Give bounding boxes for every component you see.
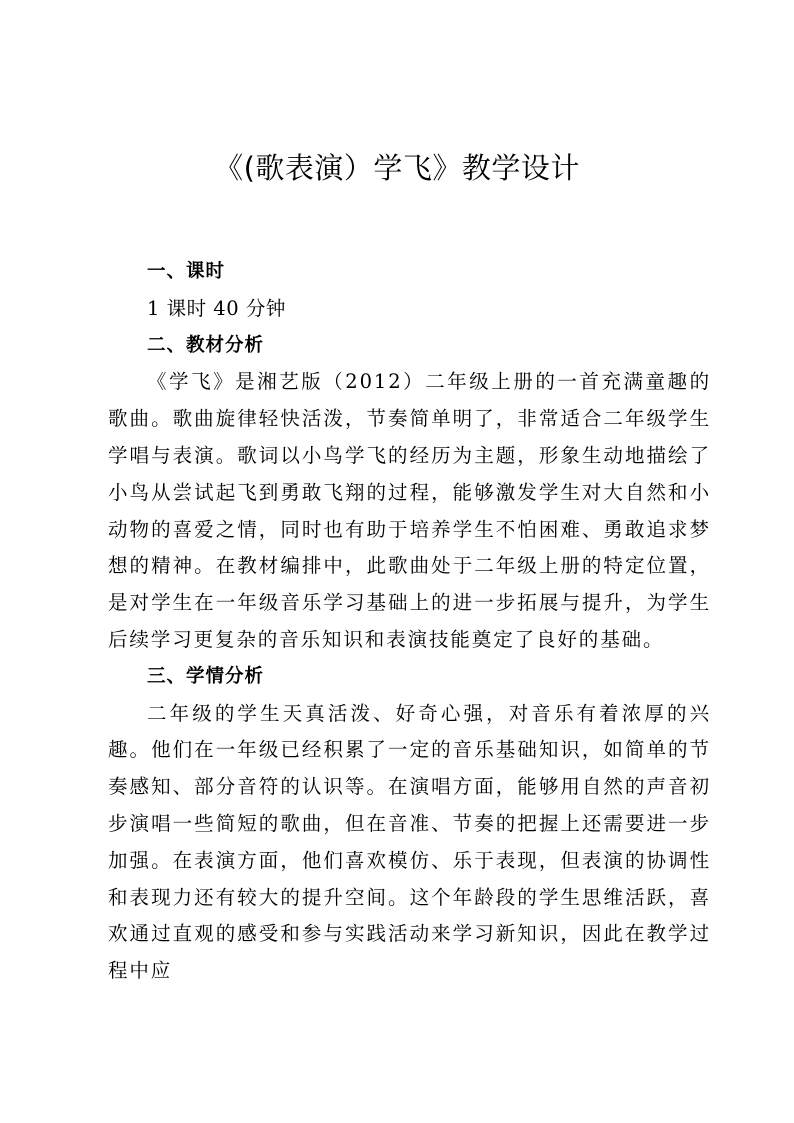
student-analysis-paragraph: 二年级的学生天真活泼、好奇心强，对音乐有着浓厚的兴趣。他们在一年级已经积累了一定的音乐基础知识，如简单的节奏感知、部分音符的认识等。在演唱方面，能够用自然的声音初步演唱一些简短的歌曲，但在音准、节奏的把握上还需要进一步加强。在表演方面，他们喜欢模仿、乐于表现，但表演的协调性和表现力还有较大的提升空间。这个年龄段的学生思维活跃，喜欢通过直观的感受和参与实践活动来学习新知识，因此在教学过程中应 bbox=[108, 701, 711, 983]
document-title: 《(歌表演）学飞》教学设计 bbox=[214, 151, 580, 185]
document-body bbox=[108, 254, 711, 990]
section-heading-class-hours: 一、课时 bbox=[147, 261, 226, 282]
section-heading-textbook-analysis: 二、教材分析 bbox=[147, 334, 265, 356]
class-hours-text: 1 课时 40 分钟 bbox=[147, 296, 286, 320]
section-heading-student-analysis: 三、学情分析 bbox=[147, 665, 265, 687]
textbook-analysis-paragraph: 《学飞》是湘艺版（2012）二年级上册的一首充满童趣的歌曲。歌曲旋律轻快活泼，节奏简单明了，非常适合二年级学生学唱与表演。歌词以小鸟学飞的经历为主题，形象生动地描绘了小鸟从尝试起飞到勇敢飞翔的过程，能够激发学生对大自然和小动物的喜爱之情，同时也有助于培养学生不怕困难、勇敢追求梦想的精神。在教材编排中，此歌曲处于二年级上册的特定位置，是对学生在一年级音乐学习基础上的进一步拓展与提升，为学生后续学习更复杂的音乐知识和表演技能奠定了良好的基础。 bbox=[108, 370, 711, 651]
